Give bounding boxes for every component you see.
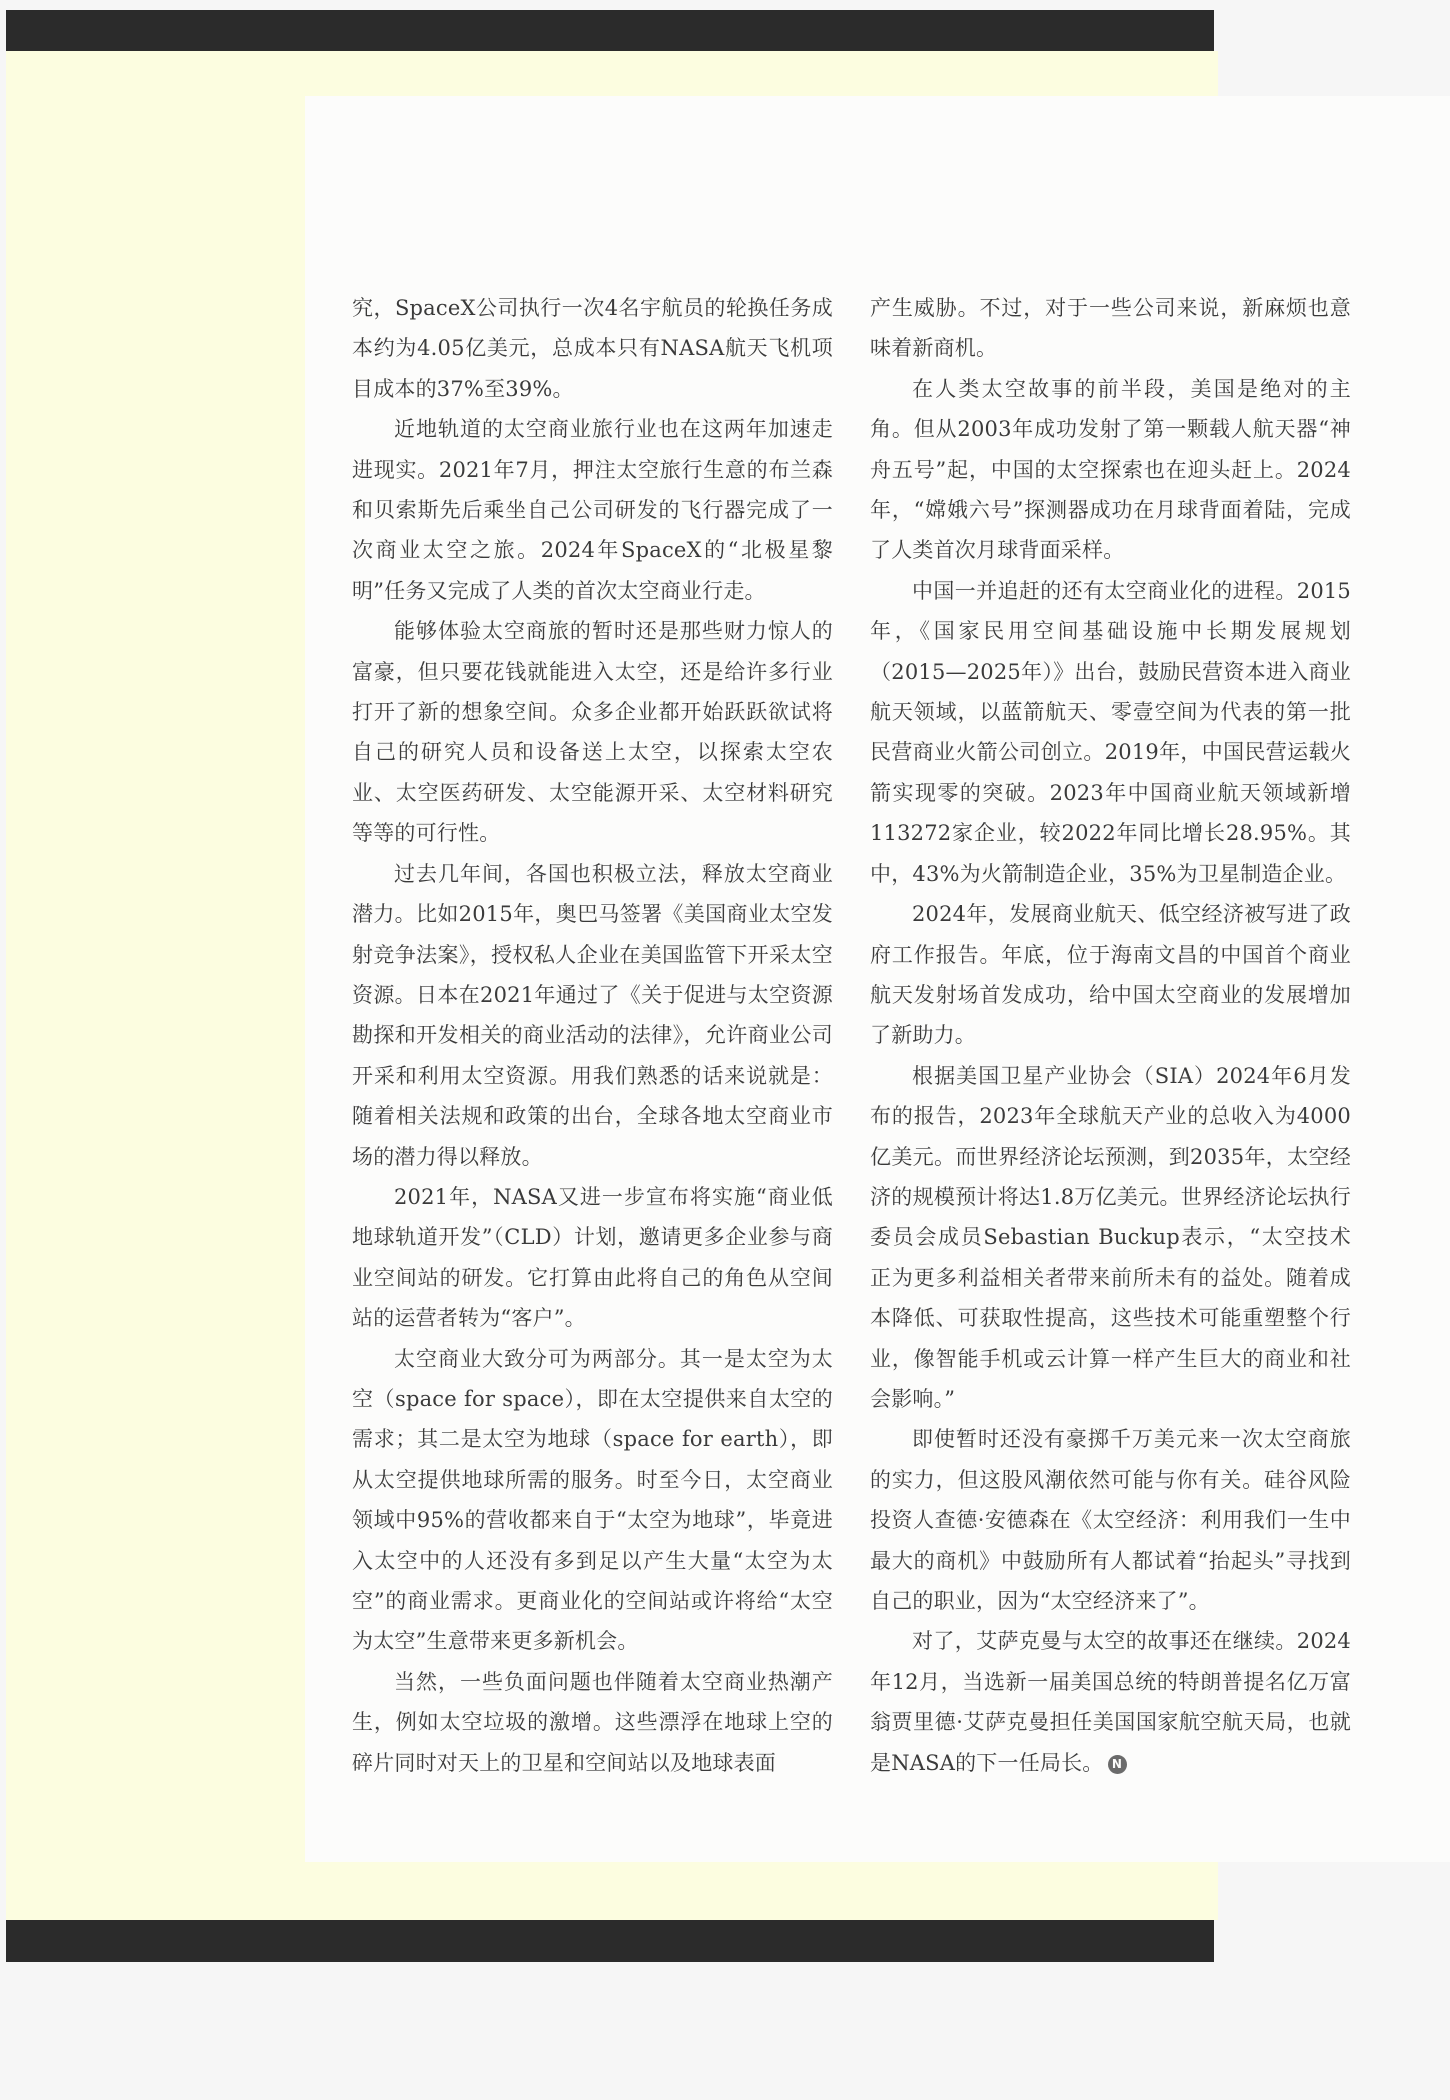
final-paragraph: [870, 1621, 1351, 1783]
paragraph: 太空商业大致分可为两部分。其一是太空为太空（space for space），即在太空提供来自太空的需求；其二是太空为地球（space for earth），即从太空提供地球所需的服务。时至今日，太空商业领域中95%的营收都来自于“太空为地球”，毕竟进入太空中的人还没有多到足以产生大量“太空为太空”的商业需求。更商业化的空间站或许将给“太空为太空”生意带来更多新机会。: [352, 1346, 833, 1654]
paragraph: 当然，一些负面问题也伴随着太空商业热潮产生，例如太空垃圾的激增。这些漂浮在地球上空的碎片同时对天上的卫星和空间站以及地球表面: [352, 1669, 833, 1775]
paragraph: 能够体验太空商旅的暂时还是那些财力惊人的富豪，但只要花钱就能进入太空，还是给许多行业打开了新的想象空间。众多企业都开始跃跃欲试将自己的研究人员和设备送上太空，以探索太空农业、太空医药研发、太空能源开采、太空材料研究等等的可行性。: [352, 619, 833, 846]
paragraph: 产生威胁。不过，对于一些公司来说，新麻烦也意味着新商机。: [870, 296, 1351, 361]
paragraph-text: 对了，艾萨克曼与太空的故事还在继续。2024年12月，当选新一届美国总统的特朗普提名亿万富翁贾里德·艾萨克曼担任美国国家航空航天局，也就是NASA的下一任局长。: [870, 1629, 1351, 1775]
paragraph: 过去几年间，各国也积极立法，释放太空商业潜力。比如2015年，奥巴马签署《美国商业太空发射竞争法案》，授权私人企业在美国监管下开采太空资源。日本在2021年通过了《关于促进与太空资源勘探和开发相关的商业活动的法律》，允许商业公司开采和利用太空资源。用我们熟悉的话来说就是：随着相关法规和政策的出台，全球各地太空商业市场的潜力得以释放。: [352, 861, 833, 1169]
paragraph: 近地轨道的太空商业旅行业也在这两年加速走进现实。2021年7月，押注太空旅行生意的布兰森和贝索斯先后乘坐自己公司研发的飞行器完成了一次商业太空之旅。2024年SpaceX的“北极星黎明”任务又完成了人类的首次太空商业行走。: [352, 417, 833, 603]
article-left-column: [352, 288, 833, 1783]
paragraph: 即使暂时还没有豪掷千万美元来一次太空商旅的实力，但这股风潮依然可能与你有关。硅谷风险投资人查德·安德森在《太空经济：利用我们一生中最大的商机》中鼓励所有人都试着“抬起头”寻找到自己的职业，因为“太空经济来了”。: [870, 1427, 1351, 1613]
article-end-mark-icon: N: [1108, 1755, 1127, 1774]
paragraph: 2024年，发展商业航天、低空经济被写进了政府工作报告。年底，位于海南文昌的中国首个商业航天发射场首发成功，给中国太空商业的发展增加了新助力。: [870, 902, 1351, 1048]
paragraph: 究，SpaceX公司执行一次4名宇航员的轮换任务成本约为4.05亿美元，总成本只有NASA航天飞机项目成本的37%至39%。: [352, 296, 833, 401]
top-dark-band: [6, 10, 1214, 51]
paragraph: 在人类太空故事的前半段，美国是绝对的主角。但从2003年成功发射了第一颗载人航天器“神舟五号”起，中国的太空探索也在迎头赶上。2024年，“嫦娥六号”探测器成功在月球背面着陆，完成了人类首次月球背面采样。: [870, 376, 1351, 563]
bottom-dark-band: [6, 1920, 1214, 1962]
paragraph: 2021年，NASA又进一步宣布将实施“商业低地球轨道开发”（CLD）计划，邀请更多企业参与商业空间站的研发。它打算由此将自己的角色从空间站的运营者转为“客户”。: [352, 1184, 833, 1331]
article-right-column: [870, 288, 1351, 1783]
paragraph: 根据美国卫星产业协会（SIA）2024年6月发布的报告，2023年全球航天产业的总收入为4000亿美元。而世界经济论坛预测，到2035年，太空经济的规模预计将达1.8万亿美元。世界经济论坛执行委员会成员Sebastian Buckup表示，“太空技术正为更多利益相关者带来前所未有的益处。随着成本降低、可获取性提高，这些技术可能重塑整个行业，像智能手机或云计算一样产生巨大的商业和社会影响。”: [870, 1063, 1351, 1411]
paragraph: 中国一并追赶的还有太空商业化的进程。2015年，《国家民用空间基础设施中长期发展规划（2015—2025年）》出台，鼓励民营资本进入商业航天领域，以蓝箭航天、零壹空间为代表的第一批民营商业火箭公司创立。2019年，中国民营运载火箭实现零的突破。2023年中国商业航天领域新增113272家企业，较2022年同比增长28.95%。其中，43%为火箭制造企业，35%为卫星制造企业。: [870, 578, 1351, 886]
